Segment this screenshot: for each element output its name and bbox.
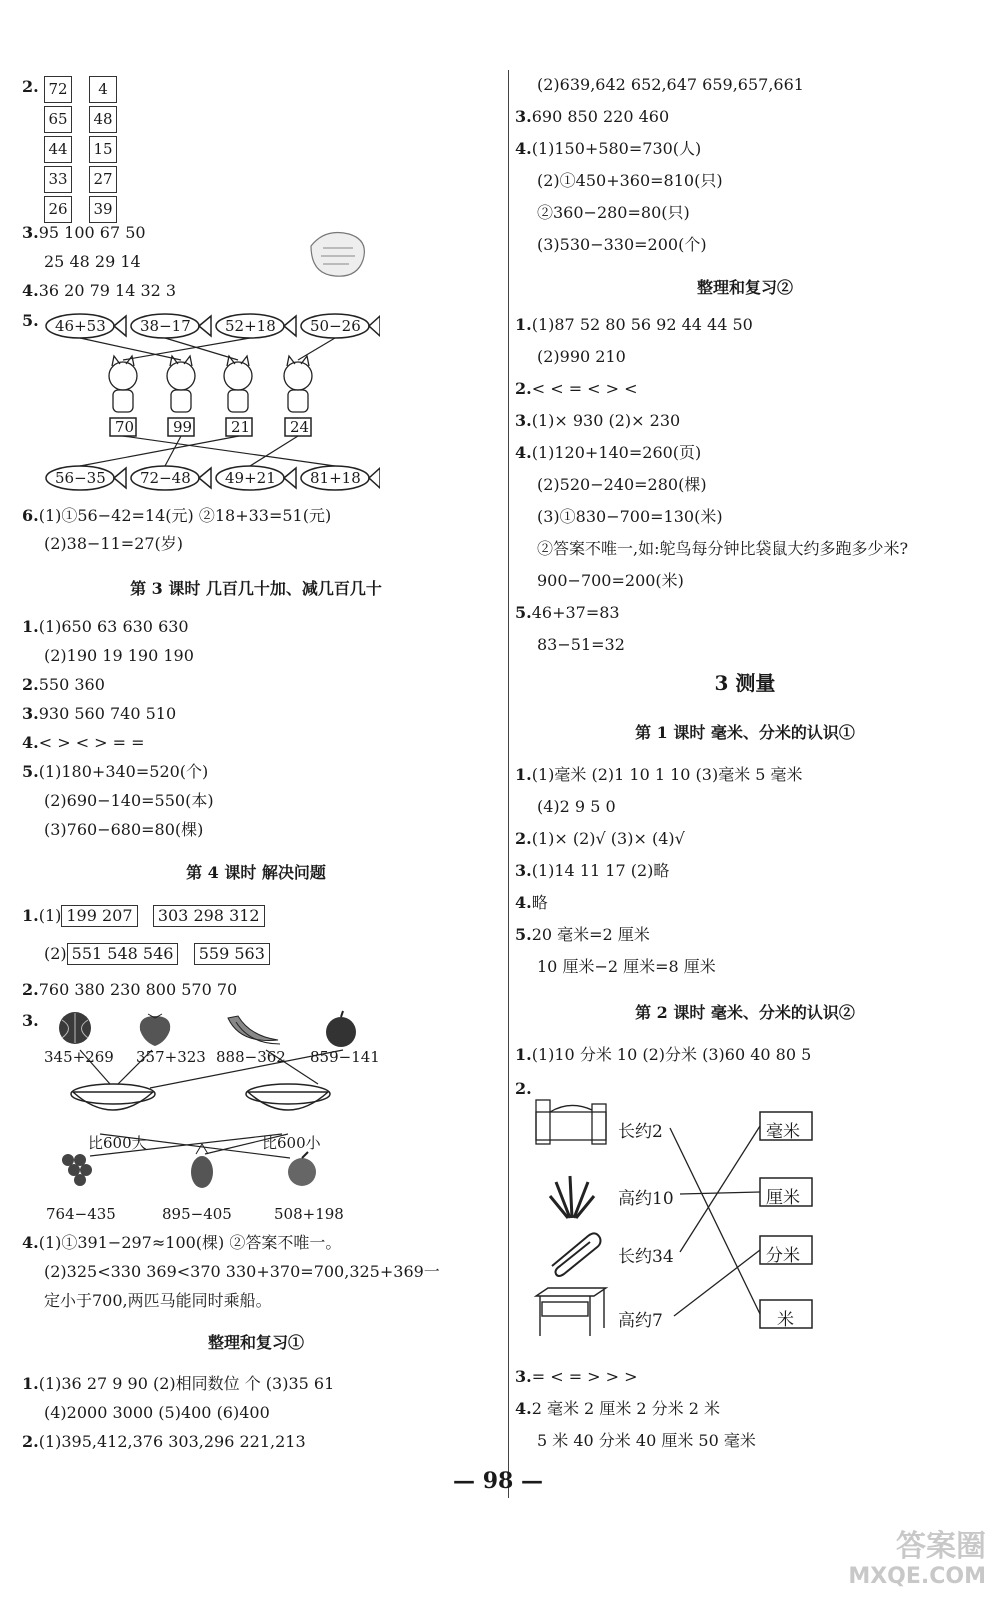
- stack-cell: 65: [44, 106, 72, 133]
- unit-label: 厘米: [766, 1188, 800, 1208]
- desk-icon: [536, 1288, 606, 1336]
- l4-q1-row1: 1.(1) 199 207 303 298 312: [22, 905, 265, 927]
- q2-column-1: [44, 76, 72, 226]
- fruit-plate-matching: [40, 1010, 440, 1220]
- cat-icon: [167, 356, 195, 412]
- fish-label: 50−26: [310, 317, 361, 335]
- stack-cell: 33: [44, 166, 72, 193]
- stack-cell: 26: [44, 196, 72, 223]
- fruit-label: 859−141: [310, 1048, 380, 1066]
- stack-cell: 48: [89, 106, 117, 133]
- fruit-label: 764−435: [46, 1205, 116, 1223]
- grass-icon: [550, 1176, 594, 1218]
- l3-q1b: (2)190 19 190 190: [44, 646, 194, 665]
- r2-q3: 3.(1)× 930 (2)× 230: [515, 411, 681, 430]
- rt-l1: (2)639,642 652,647 659,657,661: [537, 75, 804, 94]
- lesson-3-title: 第 3 课时 几百几十加、减几百几十: [130, 579, 382, 598]
- r2-q1a: 1.(1)87 52 80 56 92 44 44 50: [515, 315, 753, 334]
- l3-q5a: 5.(1)180+340=520(个): [22, 762, 209, 781]
- lesson-4-title: 第 4 课时 解决问题: [186, 863, 326, 882]
- lesson-2-title: 第 2 课时 毫米、分米的认识②: [635, 1003, 855, 1022]
- fruit-label: 508+198: [274, 1205, 344, 1223]
- pineapple-icon: [191, 1144, 213, 1188]
- page-number: — 98 —: [453, 1468, 543, 1494]
- m1-q1b: (4)2 9 5 0: [537, 797, 616, 816]
- item-label: 高约10: [618, 1189, 674, 1209]
- rt-q4d: (3)530−330=200(个): [537, 235, 707, 254]
- plate-icon: [71, 1084, 155, 1110]
- q2-number: 2.: [22, 77, 39, 96]
- rt-q4a: 4.(1)150+580=730(人): [515, 139, 702, 158]
- q5-number: 5.: [22, 311, 39, 330]
- l3-q5b: (2)690−140=550(本): [44, 791, 214, 810]
- l4-q4a: 4.(1)①391−297≈100(棵) ②答案不唯一。: [22, 1233, 342, 1252]
- stack-cell: 72: [44, 76, 72, 103]
- m1-q1a: 1.(1)毫米 (2)1 10 1 10 (3)毫米 5 毫米: [515, 765, 803, 784]
- r2-q4d: ②答案不唯一,如:鸵鸟每分钟比袋鼠大约多跑多少米?: [537, 539, 909, 558]
- m1-q5b: 10 厘米−2 厘米=8 厘米: [537, 957, 716, 976]
- answer-box-value: 99: [173, 418, 193, 436]
- item-label: 长约2: [618, 1122, 663, 1142]
- plate-label: 比600大: [88, 1134, 147, 1152]
- stack-cell: 39: [89, 196, 117, 223]
- r2-q4b: (2)520−240=280(棵): [537, 475, 707, 494]
- r2-q4a: 4.(1)120+140=260(页): [515, 443, 702, 462]
- answer-box-value: 24: [290, 418, 310, 436]
- fish-label: 56−35: [55, 469, 106, 487]
- plate-label: 比600小: [262, 1134, 321, 1152]
- answer-box-value: 21: [231, 418, 251, 436]
- l3-q2: 2.550 360: [22, 675, 105, 694]
- fish-label: 46+53: [55, 317, 106, 335]
- q6-line-2: (2)38−11=27(岁): [44, 534, 184, 553]
- peach-icon: [288, 1152, 316, 1186]
- l3-q3: 3.930 560 740 510: [22, 704, 177, 723]
- q6-line-1: 6.(1)①56−42=14(元) ②18+33=51(元): [22, 506, 332, 525]
- watermark-line-1: 答案圈: [896, 1529, 986, 1564]
- item-label: 长约34: [618, 1247, 674, 1267]
- stack-cell: 15: [89, 136, 117, 163]
- fish-label: 81+18: [310, 469, 361, 487]
- l4-q4b: (2)325<330 369<370 330+370=700,325+369一: [44, 1262, 440, 1281]
- answer-box-value: 70: [115, 418, 135, 436]
- l4-q1-row2: (2) 551 548 546 559 563: [44, 943, 270, 965]
- cat-icon: [224, 356, 252, 412]
- rt-q4c: ②360−280=80(只): [537, 203, 690, 222]
- banana-icon: [228, 1016, 280, 1044]
- lesson-1-title: 第 1 课时 毫米、分米的认识①: [635, 723, 855, 742]
- l3-q1a: 1.(1)650 63 630 630: [22, 617, 189, 636]
- m1-q5a: 5.20 毫米=2 厘米: [515, 925, 650, 944]
- m2-q4b: 5 米 40 分米 40 厘米 50 毫米: [537, 1431, 756, 1450]
- q3-row-1: 3.95 100 67 50: [22, 223, 146, 242]
- fish-label: 72−48: [140, 469, 191, 487]
- stack-cell: 27: [89, 166, 117, 193]
- m2-q4a: 4.2 毫米 2 厘米 2 分米 2 米: [515, 1399, 721, 1418]
- q3-row-2: 25 48 29 14: [44, 252, 141, 271]
- fruit-label: 357+323: [136, 1048, 206, 1066]
- column-divider: [508, 70, 509, 1498]
- l4-q2: 2.760 380 230 800 570 70: [22, 980, 238, 999]
- q4-answer: 4.36 20 79 14 32 3: [22, 281, 177, 300]
- m2-q3: 3.= < = > > >: [515, 1367, 638, 1386]
- chapter-3-title: 3 测量: [714, 671, 776, 695]
- strawberry-icon: [140, 1014, 170, 1046]
- stamp-illustration: [305, 226, 371, 282]
- fruit-label: 895−405: [162, 1205, 232, 1223]
- fish-label: 49+21: [225, 469, 276, 487]
- r1-q1a: 1.(1)36 27 9 90 (2)相同数位 个 (3)35 61: [22, 1374, 335, 1393]
- fish-label: 52+18: [225, 317, 276, 335]
- m1-q3: 3.(1)14 11 17 (2)略: [515, 861, 670, 880]
- cat-icon: [109, 356, 137, 412]
- r1-q2: 2.(1)395,412,376 303,296 221,213: [22, 1432, 306, 1451]
- review-2-title: 整理和复习②: [696, 278, 793, 297]
- r2-q5a: 5.46+37=83: [515, 603, 620, 622]
- review-1-title: 整理和复习①: [207, 1333, 304, 1352]
- fruit-label: 888−362: [216, 1048, 286, 1066]
- r2-q1b: (2)990 210: [537, 347, 626, 366]
- cat-icon: [284, 356, 312, 412]
- stack-cell: 44: [44, 136, 72, 163]
- grapes-icon: [62, 1154, 92, 1186]
- rt-q4b: (2)①450+360=810(只): [537, 171, 723, 190]
- m2-q2-number: 2.: [515, 1079, 532, 1098]
- l4-q3-number: 3.: [22, 1011, 39, 1030]
- unit-label: 分米: [766, 1246, 800, 1266]
- r2-q4c: (3)①830−700=130(米): [537, 507, 723, 526]
- l4-q4c: 定小于700,两匹马能同时乘船。: [44, 1291, 272, 1310]
- item-label: 高约7: [618, 1311, 663, 1331]
- l3-q4: 4.< > < > = =: [22, 733, 145, 752]
- paperclip-icon: [552, 1233, 601, 1276]
- watermark-line-2: MXQE.COM: [848, 1564, 986, 1589]
- r1-q1b: (4)2000 3000 (5)400 (6)400: [44, 1403, 270, 1422]
- m2-q1: 1.(1)10 分米 10 (2)分米 (3)60 40 80 5: [515, 1045, 812, 1064]
- q2-column-2: [89, 76, 117, 226]
- r2-q4e: 900−700=200(米): [537, 571, 684, 590]
- r2-q5b: 83−51=32: [537, 635, 625, 654]
- l3-q5c: (3)760−680=80(棵): [44, 820, 204, 839]
- plate-icon: [246, 1084, 330, 1110]
- fish-label: 38−17: [140, 317, 191, 335]
- stack-cell: 4: [89, 76, 117, 103]
- fruit-label: 345+269: [44, 1048, 114, 1066]
- m1-q4: 4.略: [515, 893, 548, 912]
- watermelon-icon: [59, 1012, 91, 1044]
- m1-q2: 2.(1)× (2)√ (3)× (4)√: [515, 829, 685, 848]
- unit-matching: [530, 1090, 850, 1350]
- rt-q3: 3.690 850 220 460: [515, 107, 670, 126]
- watermark: [848, 1529, 986, 1592]
- apple-icon: [326, 1011, 356, 1047]
- r2-q2: 2.< < = < > <: [515, 379, 638, 398]
- unit-label: 米: [777, 1310, 794, 1330]
- bed-icon: [536, 1100, 606, 1144]
- unit-label: 毫米: [766, 1122, 800, 1142]
